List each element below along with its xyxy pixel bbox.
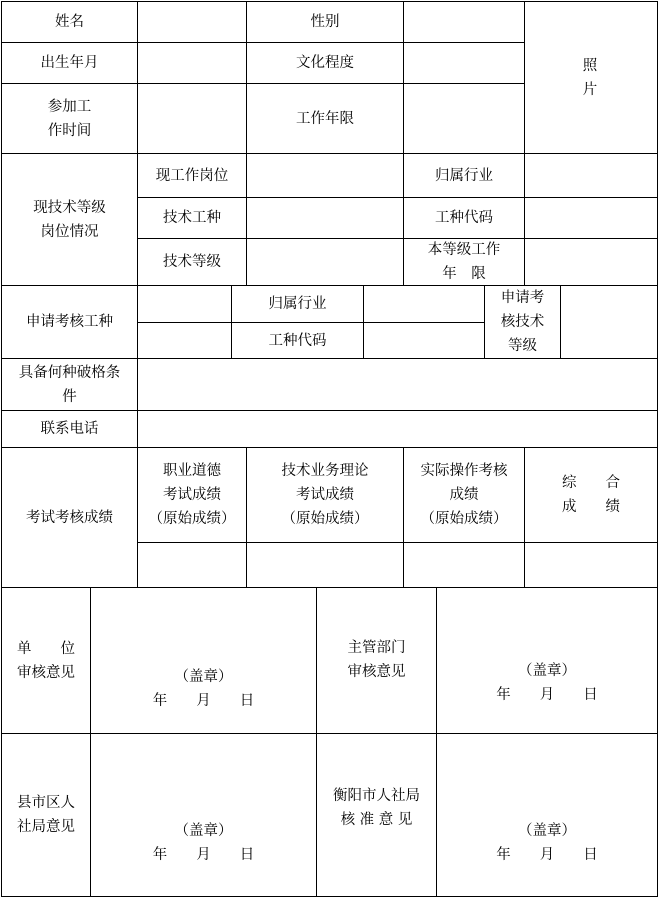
tech-level-label: 技术等级 [137, 238, 247, 286]
type-code-field[interactable] [524, 197, 658, 239]
apply-type-label: 申请考核工种 [1, 285, 138, 359]
education-field[interactable] [403, 42, 525, 84]
overall-score-label: 综 合 成 绩 [524, 447, 658, 543]
apply-type-field-1[interactable] [137, 285, 232, 323]
industry-field[interactable] [524, 153, 658, 198]
apply-industry-label: 归属行业 [231, 285, 364, 323]
phone-field[interactable] [137, 410, 658, 448]
type-code-label: 工种代码 [403, 197, 525, 239]
work-start-field[interactable] [137, 83, 247, 154]
phone-label: 联系电话 [1, 410, 138, 448]
tech-level-field[interactable] [246, 238, 404, 286]
name-field[interactable] [137, 1, 247, 43]
unit-review-label: 单 位 审核意见 [1, 587, 91, 734]
tech-type-field[interactable] [246, 197, 404, 239]
exception-label: 具备何种破格条 件 [1, 358, 138, 411]
education-label: 文化程度 [246, 42, 404, 84]
apply-type-field-2[interactable] [137, 322, 232, 359]
birth-field[interactable] [137, 42, 247, 84]
current-post-label: 现工作岗位 [137, 153, 247, 198]
city-review-seal[interactable]: （盖章） 年 月 日 [436, 733, 658, 897]
industry-label: 归属行业 [403, 153, 525, 198]
photo-area[interactable]: 照 片 [524, 1, 658, 154]
gender-label: 性别 [246, 1, 404, 43]
ethics-score-field[interactable] [137, 542, 247, 588]
current-post-field[interactable] [246, 153, 404, 198]
apply-code-label: 工种代码 [231, 322, 364, 359]
county-review-seal[interactable]: （盖章） 年 月 日 [90, 733, 317, 897]
scores-label: 考试考核成绩 [1, 447, 138, 588]
overall-score-field[interactable] [524, 542, 658, 588]
level-years-label: 本等级工作 年 限 [403, 238, 525, 286]
apply-industry-field[interactable] [363, 285, 485, 323]
theory-score-field[interactable] [246, 542, 404, 588]
work-years-field[interactable] [403, 83, 525, 154]
level-years-field[interactable] [524, 238, 658, 286]
exception-field[interactable] [137, 358, 658, 411]
dept-review-seal[interactable]: （盖章） 年 月 日 [436, 587, 658, 734]
county-review-label: 县市区人 社局意见 [1, 733, 91, 897]
apply-level-label: 申请考 核技术 等级 [484, 285, 561, 359]
gender-field[interactable] [403, 1, 525, 43]
birth-label: 出生年月 [1, 42, 138, 84]
apply-level-field[interactable] [560, 285, 658, 359]
city-review-label: 衡阳市人社局 核 准 意 见 [316, 733, 437, 897]
dept-review-label: 主管部门 审核意见 [316, 587, 437, 734]
name-label: 姓名 [1, 1, 138, 43]
theory-score-label: 技术业务理论 考试成绩 （原始成绩） [246, 447, 404, 543]
practice-score-field[interactable] [403, 542, 525, 588]
apply-code-field[interactable] [363, 322, 485, 359]
practice-score-label: 实际操作考核 成绩 （原始成绩） [403, 447, 525, 543]
unit-review-seal[interactable]: （盖章） 年 月 日 [90, 587, 317, 734]
tech-type-label: 技术工种 [137, 197, 247, 239]
current-level-label: 现技术等级 岗位情况 [1, 153, 138, 286]
ethics-score-label: 职业道德 考试成绩 （原始成绩） [137, 447, 247, 543]
work-start-label: 参加工 作时间 [1, 83, 138, 154]
work-years-label: 工作年限 [246, 83, 404, 154]
